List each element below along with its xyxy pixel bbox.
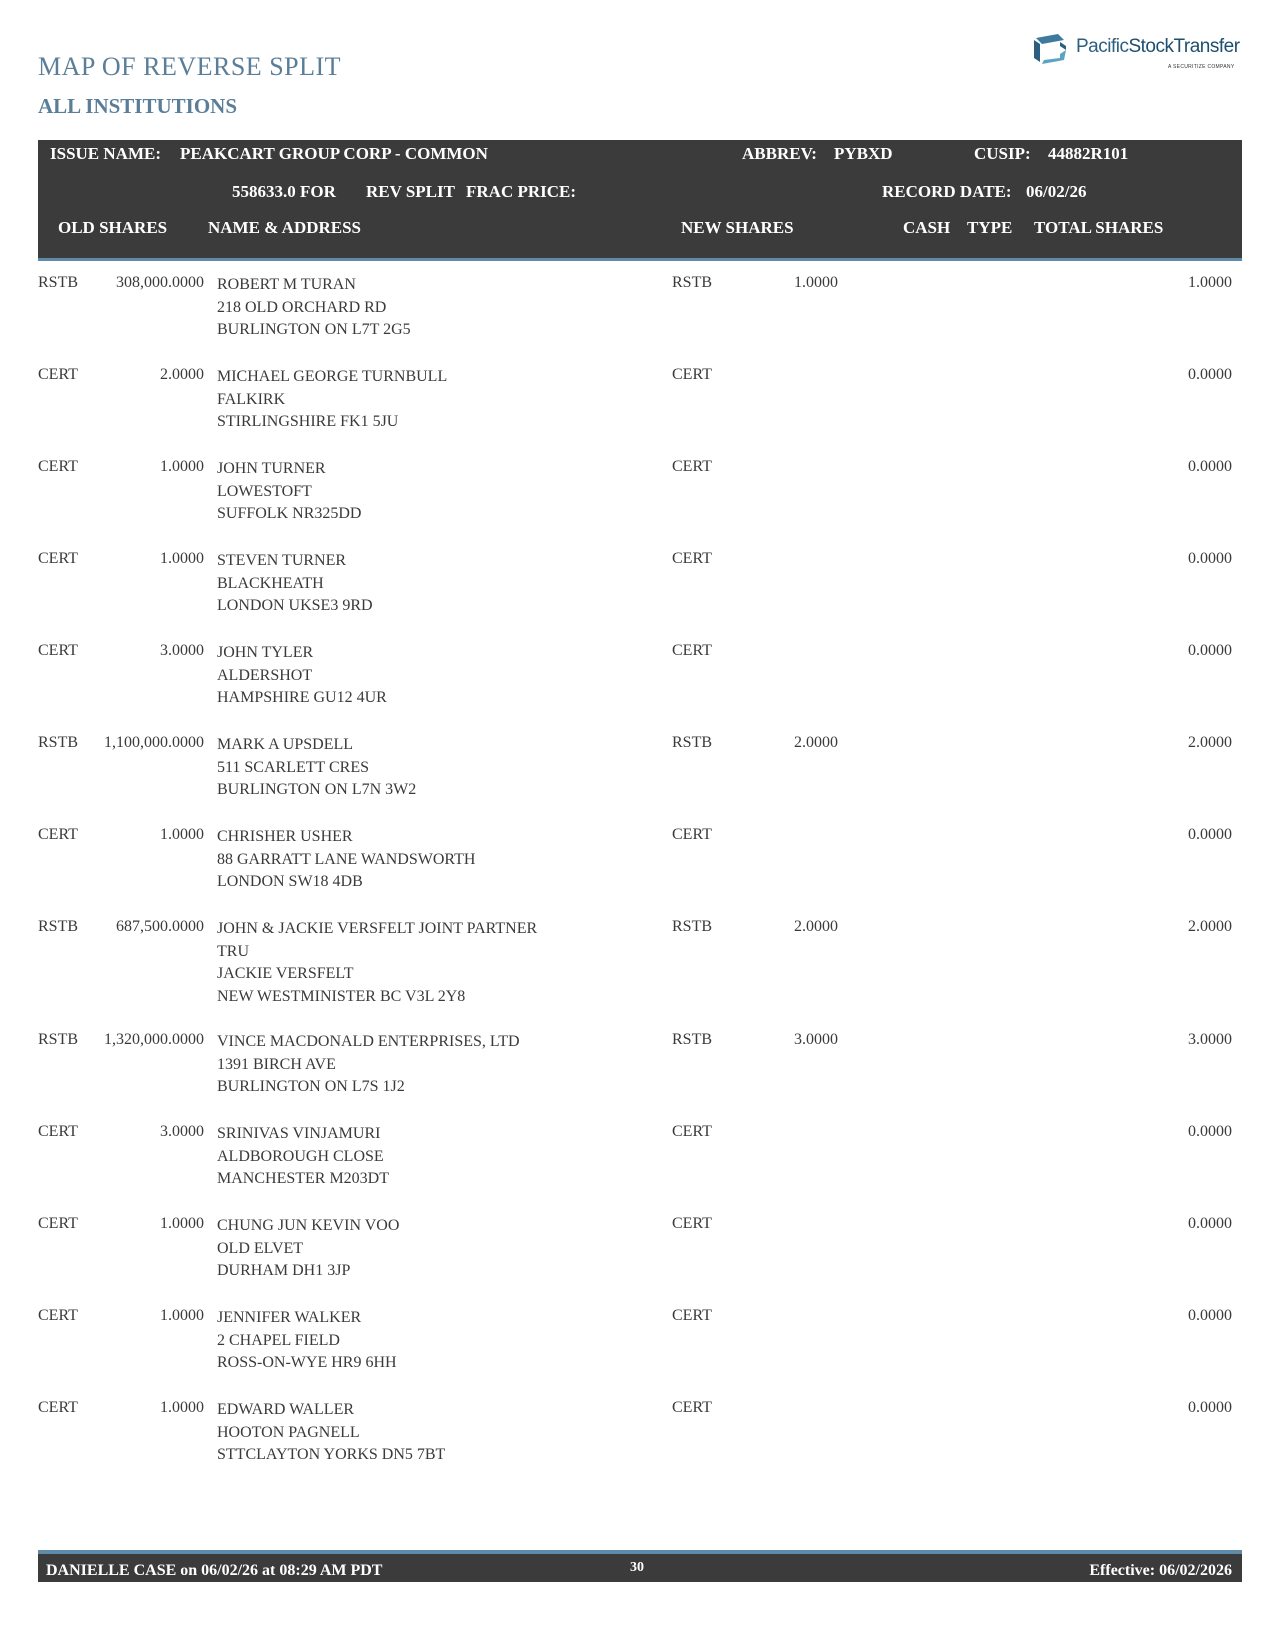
total-shares: 2.0000 <box>1188 734 1232 751</box>
page-subtitle: ALL INSTITUTIONS <box>38 94 237 118</box>
holder-address: CHRISHER USHER 88 GARRATT LANE WANDSWORTH LONDON SW18 4DB <box>217 828 476 890</box>
holder-address: VINCE MACDONALD ENTERPRISES, LTD 1391 BIRCH AVE BURLINGTON ON L7S 1J2 <box>217 1033 520 1095</box>
new-account-type: CERT <box>672 458 712 475</box>
account-type: RSTB <box>38 734 79 751</box>
table-row <box>38 1213 1242 1305</box>
old-shares: 308,000.0000 <box>116 274 204 291</box>
col-total-shares: TOTAL SHARES <box>1034 218 1164 237</box>
col-new-shares: NEW SHARES <box>681 218 794 237</box>
new-account-type: RSTB <box>672 1031 713 1048</box>
new-account-type: CERT <box>672 1123 712 1140</box>
total-shares: 0.0000 <box>1188 642 1232 659</box>
table-row <box>38 364 1242 456</box>
holder-list <box>38 272 1242 1489</box>
logo-tagline: A SECURITIZE COMPANY <box>1168 64 1235 70</box>
footer-generated-by: DANIELLE CASE on 06/02/26 at 08:29 AM PDT <box>46 1562 383 1579</box>
holder-address: JOHN & JACKIE VERSFELT JOINT PARTNER TRU JACKIE VERSFELT NEW WESTMINISTER BC V3L 2Y8 <box>217 920 538 1005</box>
footer-effective-date: Effective: 06/02/2026 <box>1089 1562 1232 1579</box>
abbrev-label: ABBREV: <box>742 144 817 163</box>
old-shares: 1.0000 <box>160 826 204 843</box>
holder-address: JENNIFER WALKER 2 CHAPEL FIELD ROSS-ON-WYE HR9 6HH <box>217 1309 397 1371</box>
total-shares: 0.0000 <box>1188 826 1232 843</box>
issue-name-label: ISSUE NAME: <box>50 144 161 163</box>
account-type: CERT <box>38 550 78 567</box>
holder-address: CHUNG JUN KEVIN VOO OLD ELVET DURHAM DH1 3JP <box>217 1217 400 1279</box>
cusip-value: 44882R101 <box>1048 144 1129 163</box>
frac-price-label: FRAC PRICE: <box>466 182 577 201</box>
old-shares: 1.0000 <box>160 458 204 475</box>
cusip-label: CUSIP: <box>974 144 1031 163</box>
holder-address: JOHN TURNER LOWESTOFT SUFFOLK NR325DD <box>217 460 362 522</box>
record-date-value: 06/02/26 <box>1026 182 1087 201</box>
new-account-type: CERT <box>672 642 712 659</box>
holder-address: SRINIVAS VINJAMURI ALDBOROUGH CLOSE MANCHESTER M203DT <box>217 1125 390 1187</box>
account-type: RSTB <box>38 918 79 935</box>
record-date-label: RECORD DATE: <box>882 182 1012 201</box>
new-account-type: CERT <box>672 550 712 567</box>
account-type: RSTB <box>38 1031 79 1048</box>
total-shares: 0.0000 <box>1188 458 1232 475</box>
new-shares: 2.0000 <box>794 734 838 751</box>
holder-address: EDWARD WALLER HOOTON PAGNELL STTCLAYTON YORKS DN5 7BT <box>217 1401 446 1463</box>
table-row <box>38 1029 1242 1121</box>
total-shares: 0.0000 <box>1188 550 1232 567</box>
table-row <box>38 548 1242 640</box>
total-shares: 3.0000 <box>1188 1031 1232 1048</box>
total-shares: 0.0000 <box>1188 1215 1232 1232</box>
report-header <box>38 140 1242 261</box>
total-shares: 0.0000 <box>1188 1307 1232 1324</box>
total-shares: 2.0000 <box>1188 918 1232 935</box>
old-shares: 3.0000 <box>160 1123 204 1140</box>
old-shares: 1.0000 <box>160 1399 204 1416</box>
old-shares: 1,100,000.0000 <box>104 734 204 751</box>
split-ratio: 558633.0 FOR <box>232 182 336 201</box>
new-account-type: CERT <box>672 366 712 383</box>
table-row <box>38 456 1242 548</box>
new-shares: 3.0000 <box>794 1031 838 1048</box>
old-shares: 687,500.0000 <box>116 918 204 935</box>
holder-address: ROBERT M TURAN 218 OLD ORCHARD RD BURLINGTON ON L7T 2G5 <box>217 276 411 338</box>
report-footer <box>38 1550 1242 1582</box>
total-shares: 0.0000 <box>1188 1399 1232 1416</box>
new-account-type: RSTB <box>672 918 713 935</box>
new-shares: 1.0000 <box>794 274 838 291</box>
col-name-address: NAME & ADDRESS <box>208 218 362 237</box>
new-account-type: CERT <box>672 1399 712 1416</box>
rev-split-label: REV SPLIT <box>366 182 455 201</box>
new-account-type: CERT <box>672 826 712 843</box>
table-row <box>38 1397 1242 1489</box>
logo-wordmark: PacificStockTransfer <box>1076 36 1240 57</box>
account-type: CERT <box>38 1215 78 1232</box>
account-type: CERT <box>38 1399 78 1416</box>
table-row <box>38 916 1242 1029</box>
table-row <box>38 1305 1242 1397</box>
company-logo <box>1030 30 1250 74</box>
old-shares: 1.0000 <box>160 1215 204 1232</box>
table-row <box>38 640 1242 732</box>
issue-name-value: PEAKCART GROUP CORP - COMMON <box>180 144 488 163</box>
old-shares: 3.0000 <box>160 642 204 659</box>
page-title: MAP OF REVERSE SPLIT <box>38 52 342 81</box>
new-account-type: CERT <box>672 1215 712 1232</box>
logo-mark-icon <box>1030 30 1070 70</box>
old-shares: 1.0000 <box>160 1307 204 1324</box>
col-cash: CASH <box>903 218 951 237</box>
total-shares: 1.0000 <box>1188 274 1232 291</box>
account-type: CERT <box>38 642 78 659</box>
old-shares: 2.0000 <box>160 366 204 383</box>
account-type: CERT <box>38 1123 78 1140</box>
new-shares: 2.0000 <box>794 918 838 935</box>
holder-address: MICHAEL GEORGE TURNBULL FALKIRK STIRLINGSHIRE FK1 5JU <box>217 368 448 430</box>
table-row <box>38 272 1242 364</box>
total-shares: 0.0000 <box>1188 366 1232 383</box>
account-type: CERT <box>38 826 78 843</box>
table-row <box>38 824 1242 916</box>
col-type: TYPE <box>967 218 1013 237</box>
new-account-type: RSTB <box>672 734 713 751</box>
new-account-type: RSTB <box>672 274 713 291</box>
holder-address: JOHN TYLER ALDERSHOT HAMPSHIRE GU12 4UR <box>217 644 387 706</box>
table-row <box>38 732 1242 824</box>
page-number: 30 <box>630 1560 644 1575</box>
account-type: RSTB <box>38 274 79 291</box>
abbrev-value: PYBXD <box>834 144 893 163</box>
holder-address: MARK A UPSDELL 511 SCARLETT CRES BURLINGTON ON L7N 3W2 <box>217 736 417 798</box>
table-row <box>38 1121 1242 1213</box>
total-shares: 0.0000 <box>1188 1123 1232 1140</box>
old-shares: 1.0000 <box>160 550 204 567</box>
account-type: CERT <box>38 366 78 383</box>
account-type: CERT <box>38 458 78 475</box>
holder-address: STEVEN TURNER BLACKHEATH LONDON UKSE3 9RD <box>217 552 373 614</box>
old-shares: 1,320,000.0000 <box>104 1031 204 1048</box>
col-old-shares: OLD SHARES <box>58 218 168 237</box>
new-account-type: CERT <box>672 1307 712 1324</box>
account-type: CERT <box>38 1307 78 1324</box>
